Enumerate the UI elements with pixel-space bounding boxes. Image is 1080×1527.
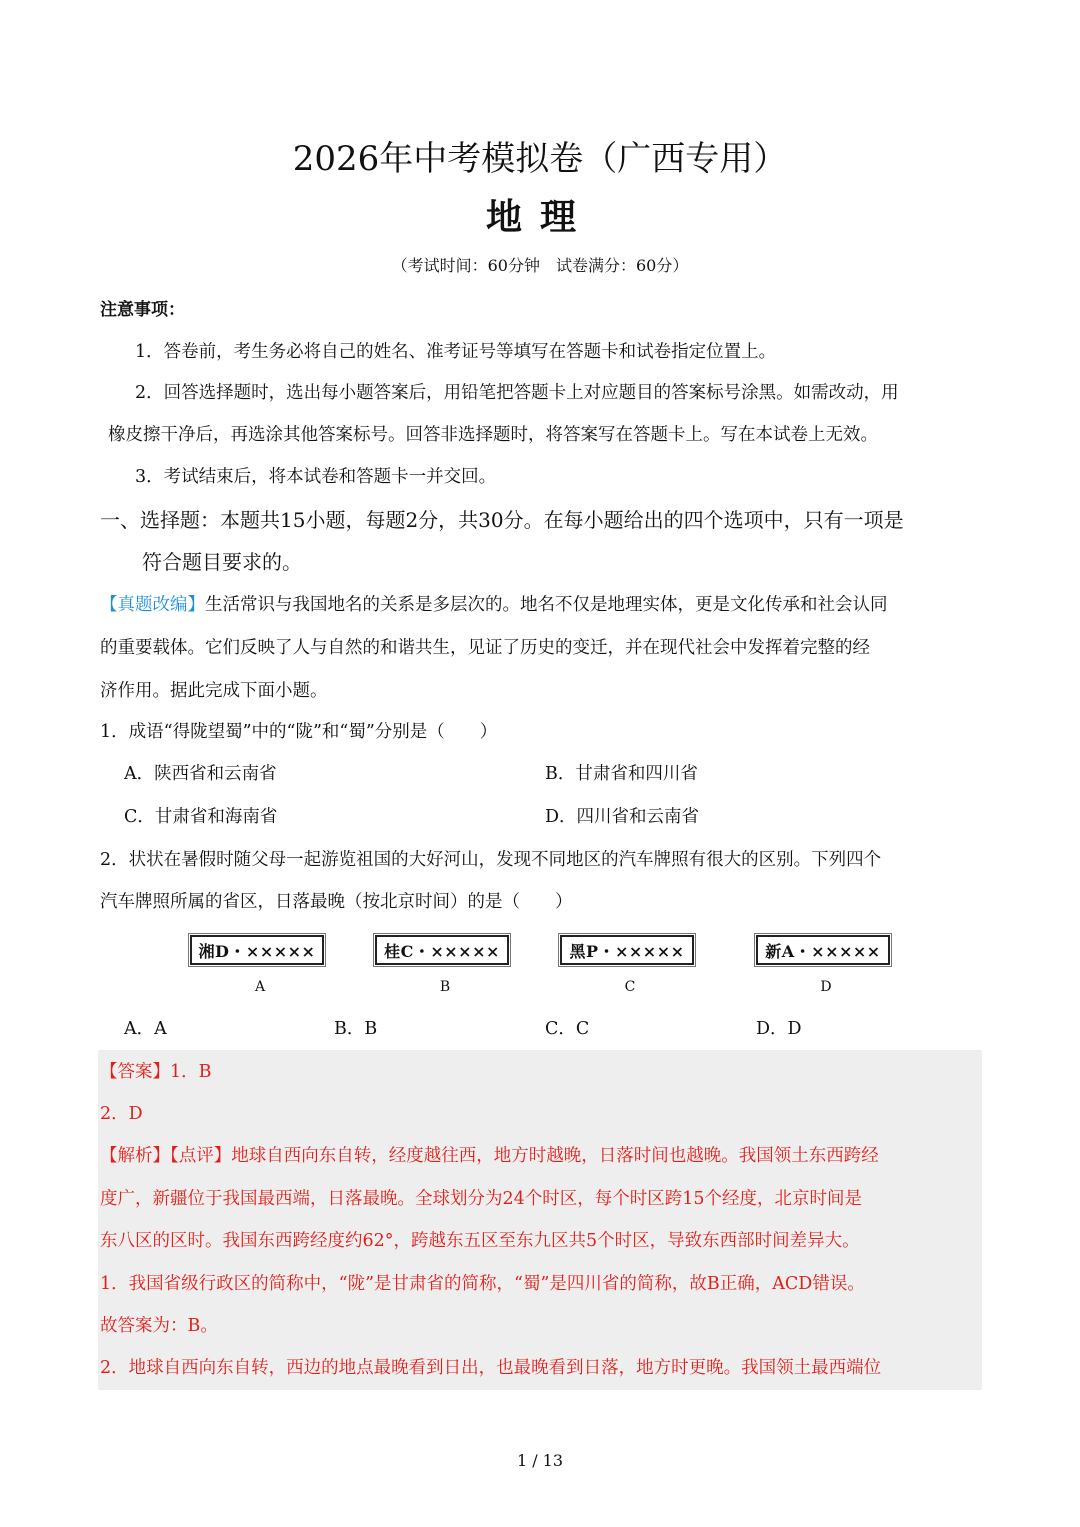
- section-heading-cont: 符合题目要求的。: [142, 550, 302, 574]
- question-2-stem: 2．状状在暑假时随父母一起游览祖国的大好河山，发现不同地区的汽车牌照有很大的区别。下列四个: [100, 850, 882, 870]
- analysis-tag: 【解析】【点评】: [100, 1146, 232, 1166]
- analysis-line-1: [100, 1144, 879, 1168]
- notice-line-2: 2．回答选择题时，选出每小题答案后，用铅笔把答题卡上对应题目的答案标号涂黑。如需改动，用: [135, 383, 899, 403]
- question-1-option-a: A．陕西省和云南省: [124, 764, 277, 784]
- page-number: 1 / 13: [516, 1451, 564, 1470]
- question-2-option-c: C．C: [545, 1019, 590, 1039]
- analysis-line-2: 度广，新疆位于我国最西端，日落最晚。全球划分为24个时区，每个时区跨15个经度，北京时间是: [100, 1189, 863, 1209]
- answer-tag: 【答案】: [100, 1062, 170, 1082]
- plate-b-image: 桂C・×××××: [375, 935, 509, 965]
- explanation-1: 1．我国省级行政区的简称中，“陇”是甘肃省的简称，“蜀”是四川省的简称，故B正确，ACD错误。: [100, 1274, 865, 1294]
- plate-b-label: B: [439, 979, 451, 995]
- notice-title: 注意事项：: [100, 300, 185, 320]
- plate-a-image: 湘D・×××××: [190, 935, 324, 965]
- explanation-2: 2．地球自西向东自转，西边的地点最晚看到日出，也最晚看到日落，地方时更晚。我国领土最西端位: [100, 1358, 882, 1378]
- license-plates-figure: [190, 935, 910, 1001]
- notice-line-1: 1．答卷前，考生务必将自己的姓名、准考证号等填写在答题卡和试卷指定位置上。: [135, 342, 777, 362]
- notice-line-2-cont: 橡皮擦干净后，再选涂其他答案标号。回答非选择题时，将答案写在答题卡上。写在本试卷上无效。: [108, 425, 878, 445]
- subject-title: 地理: [485, 196, 594, 238]
- answer-1: 1．B: [170, 1062, 212, 1082]
- material-text: 生活常识与我国地名的关系是多层次的。地名不仅是地理实体，更是文化传承和社会认同: [205, 595, 888, 615]
- question-1-option-b: B．甘肃省和四川省: [545, 764, 698, 784]
- plate-c-image: 黑P・×××××: [560, 935, 694, 965]
- plate-b: [375, 935, 515, 995]
- question-1-stem: 1．成语“得陇望蜀”中的“陇”和“蜀”分别是（ ）: [100, 722, 498, 742]
- plate-a-label: A: [254, 979, 266, 995]
- notice-line-3: 3．考试结束后，将本试卷和答题卡一并交回。: [135, 467, 497, 487]
- section-heading: 一、选择题：本题共15小题，每题2分，共30分。在每小题给出的四个选项中，只有一项是: [100, 508, 904, 532]
- question-2-option-d: D．D: [756, 1019, 802, 1039]
- explanation-1-result: 故答案为：B。: [100, 1316, 218, 1336]
- material-line-2: 的重要载体。它们反映了人与自然的和谐共生，见证了历史的变迁，并在现代社会中发挥着完整的经: [100, 638, 870, 658]
- question-2-option-a: A．A: [124, 1019, 167, 1039]
- plate-a: [190, 935, 330, 995]
- page-title: 2026年中考模拟卷（广西专用）: [292, 139, 788, 179]
- material-tag: 【真题改编】: [100, 595, 205, 615]
- answer-line-1: [100, 1060, 212, 1084]
- plate-c-label: C: [624, 979, 636, 995]
- answer-2: 2．D: [100, 1104, 143, 1124]
- question-2-stem-cont: 汽车牌照所属的省区，日落最晚（按北京时间）的是（ ）: [100, 892, 573, 912]
- question-1-option-d: D．四川省和云南省: [545, 807, 700, 827]
- analysis-line-3: 东八区的区时。我国东西跨经度约62°，跨越东五区至东九区共5个时区，导致东西部时间差异大。: [100, 1231, 860, 1251]
- exam-info: （考试时间：60分钟 试卷满分：60分）: [391, 256, 689, 275]
- question-2-option-b: B．B: [334, 1019, 378, 1039]
- material-line-1: [100, 593, 888, 617]
- plate-c: [560, 935, 700, 995]
- question-1-option-c: C．甘肃省和海南省: [124, 807, 278, 827]
- analysis-text-1: 地球自西向东自转，经度越往西，地方时越晚，日落时间也越晚。我国领土东西跨经: [231, 1146, 879, 1166]
- plate-d-label: D: [820, 979, 832, 995]
- plate-d-image: 新A・×××××: [756, 935, 890, 965]
- answer-panel: [98, 1050, 982, 1390]
- plate-d: [756, 935, 896, 995]
- material-line-3: 济作用。据此完成下面小题。: [100, 681, 328, 701]
